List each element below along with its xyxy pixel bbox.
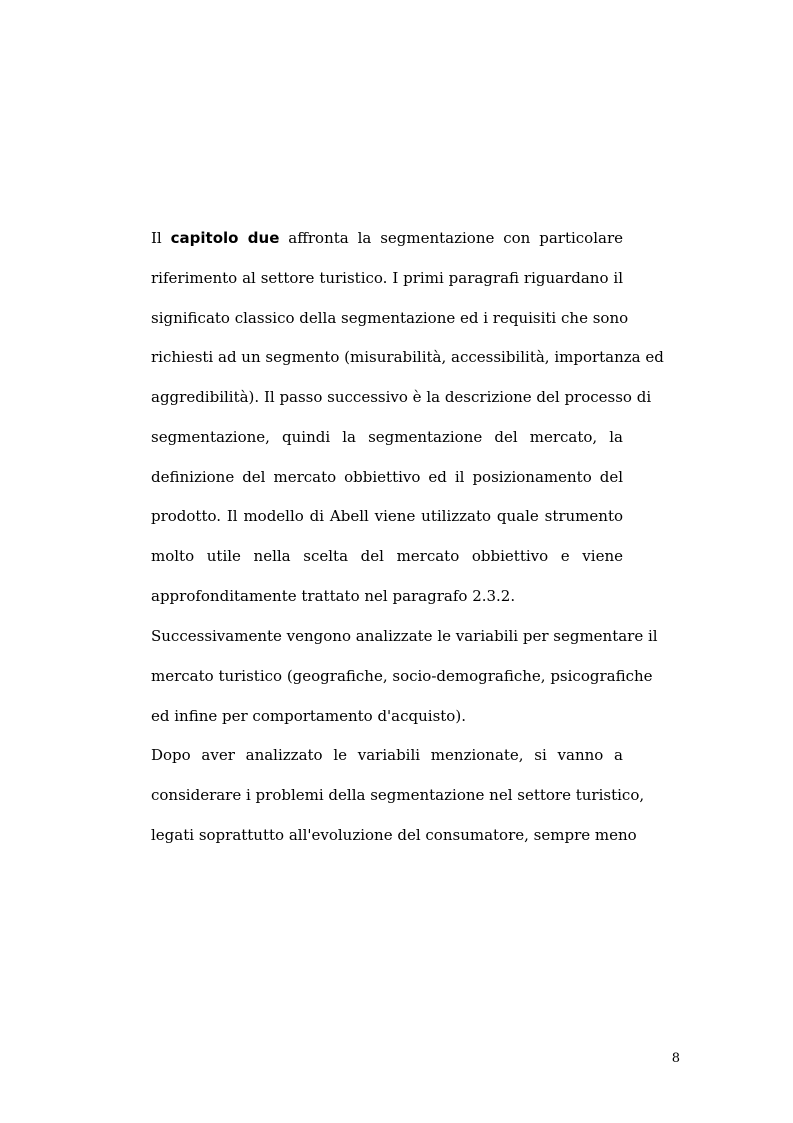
text-run: Il <box>151 229 162 247</box>
text-line: considerare i problemi della segmentazione nel settore turistico, <box>151 785 645 804</box>
text-line: segmentazione, quindi la segmentazione del mercato, la <box>151 427 623 446</box>
text-line: aggredibilità). Il passo successivo è la descrizione del processo di <box>151 388 652 406</box>
text-run: affronta la segmentazione con particolare <box>288 229 623 247</box>
text-line: definizione del mercato obbiettivo ed il posizionamento del <box>151 467 623 486</box>
text-line <box>151 219 623 259</box>
bold-term: capitolo due <box>170 229 280 247</box>
paragraph-chapter-two <box>151 219 664 617</box>
paragraph-problems <box>151 736 645 855</box>
text-line: prodotto. Il modello di Abell viene utilizzato quale strumento <box>151 507 623 526</box>
text-line: richiesti ad un segmento (misurabilità, accessibilità, importanza ed <box>151 348 664 367</box>
paragraph-variables <box>151 617 658 736</box>
text-line: Dopo aver analizzato le variabili menzionate, si vanno a <box>151 746 623 764</box>
page-number: 8 <box>671 1051 680 1066</box>
text-line: Successivamente vengono analizzate le variabili per segmentare il <box>151 627 658 645</box>
text-line: approfonditamente trattato nel paragrafo 2.3.2. <box>151 586 516 605</box>
text-line: legati soprattutto all'evoluzione del consumatore, sempre meno <box>151 825 637 844</box>
text-line: molto utile nella scelta del mercato obbiettivo e viene <box>151 547 623 565</box>
text-line: riferimento al settore turistico. I primi paragrafi riguardano il <box>151 268 623 287</box>
text-line: ed infine per comportamento d'acquisto). <box>151 706 466 725</box>
text-line: mercato turistico (geografiche, socio-demografiche, psicografiche <box>151 666 653 685</box>
text-line: significato classico della segmentazione ed i requisiti che sono <box>151 308 629 327</box>
